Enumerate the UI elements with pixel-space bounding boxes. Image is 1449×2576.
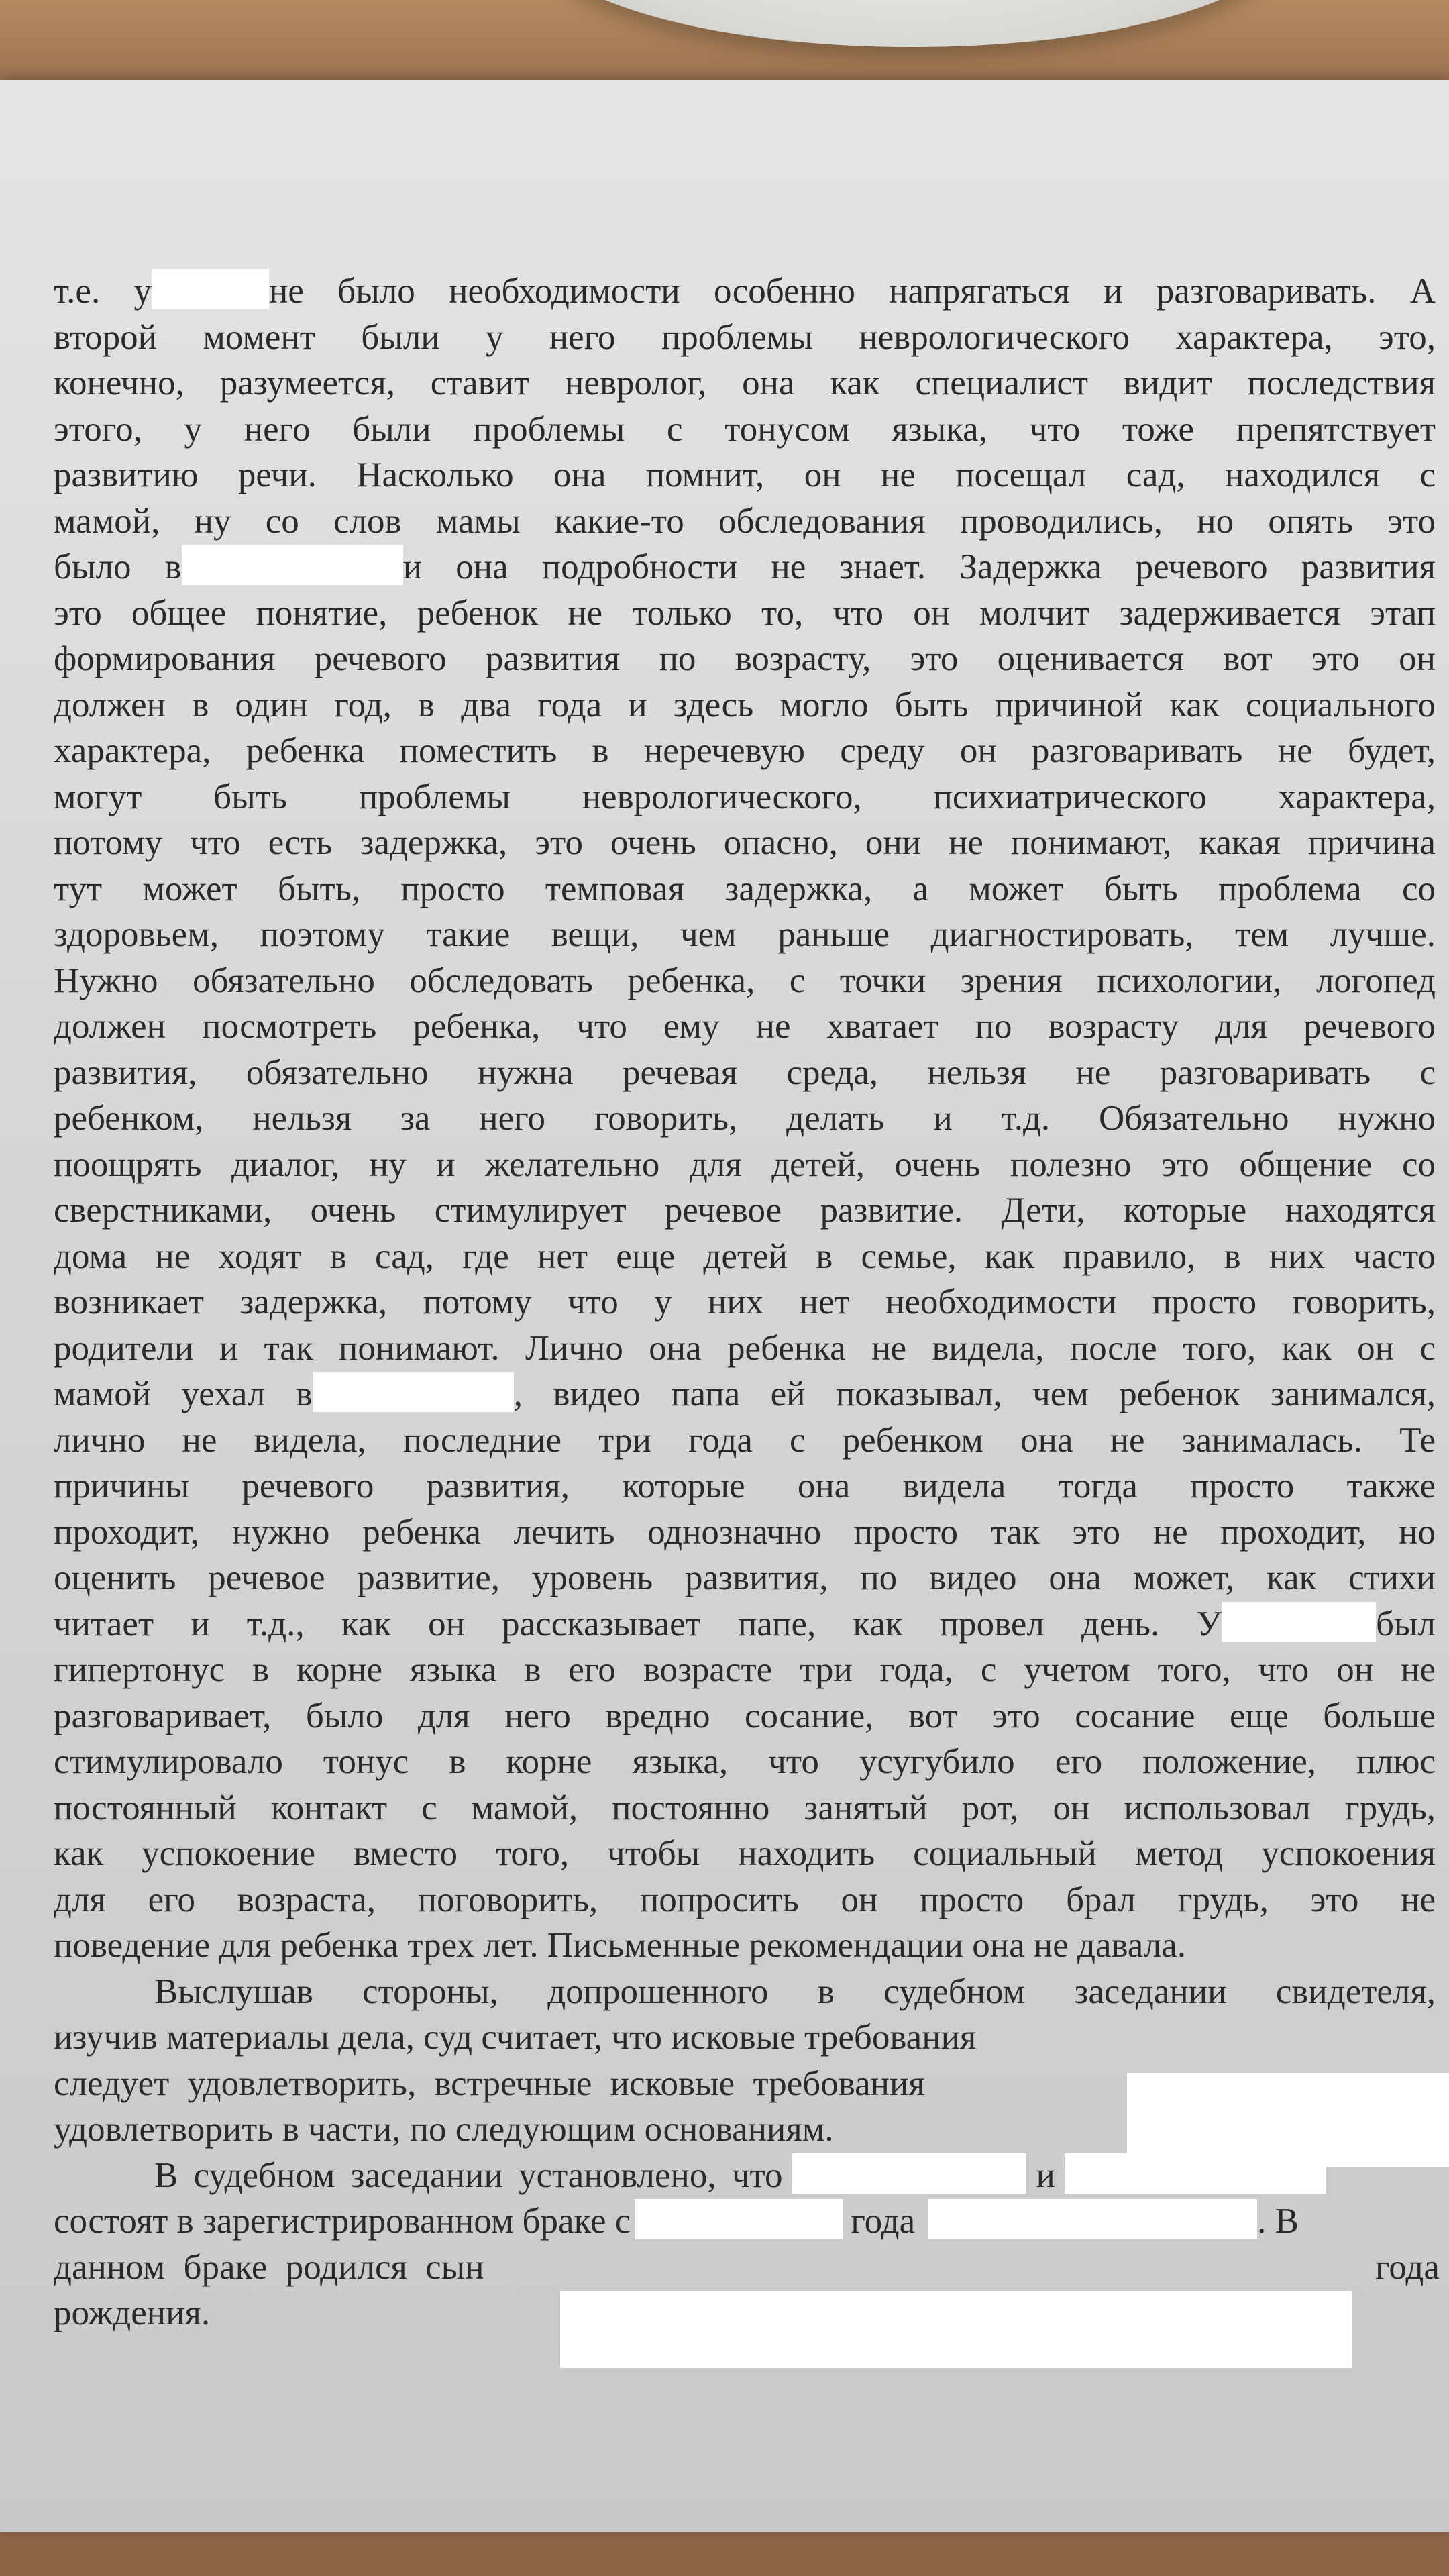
text-line: конечно, разумеется, ставит невролог, она как специалист видит последствия	[54, 364, 1436, 402]
text-line: поведение для ребенка трех лет. Письменные рекомендации она не давала.	[54, 1926, 1187, 1965]
redaction-box	[560, 2291, 1352, 2368]
text-line: мамой уехал в , видео папа ей показывал, чем ребенок занимался,	[54, 1371, 1436, 1417]
text-line: читает и т.д., как он рассказывает папе, как провел день. У был	[54, 1601, 1436, 1648]
text-line: т.е. у не было необходимости особенно напрягаться и разговаривать. А	[54, 268, 1436, 315]
text-line: рождения.	[54, 2294, 211, 2332]
text-line: разговаривает, было для него вредно сосание, вот это сосание еще больше	[54, 1696, 1436, 1735]
text-line: данном браке родился сын года	[54, 2247, 1440, 2287]
text-line: ребенком, нельзя за него говорить, делать и т.д. Обязательно нужно	[54, 1099, 1436, 1138]
document-text	[54, 268, 1440, 2337]
text-line: изучив материалы дела, суд считает, что исковые требования	[54, 2018, 977, 2057]
text-line: могут быть проблемы неврологического, психиатрического характера,	[54, 777, 1436, 816]
text-line: характера, ребенка поместить в неречевую среду он разговаривать не будет,	[54, 731, 1436, 770]
text-line: это общее понятие, ребенок не только то, что он молчит задерживается этап	[54, 593, 1436, 633]
text-line: тут может быть, просто темповая задержка, а может быть проблема со	[54, 869, 1436, 908]
text-line: второй момент были у него проблемы неврологического характера, это,	[54, 317, 1436, 357]
redaction-box	[182, 545, 403, 585]
redaction-box	[313, 1372, 514, 1412]
text-line: мамой, ну со слов мамы какие-то обследования проводились, но опять это	[54, 501, 1436, 541]
redaction-box	[1127, 2073, 1449, 2167]
text-line: гипертонус в корне языка в его возрасте три года, с учетом того, что он не	[54, 1650, 1436, 1689]
redaction-box	[152, 269, 269, 309]
text-line: этого, у него были проблемы с тонусом языка, что тоже препятствует	[54, 409, 1436, 449]
text-line: проходит, нужно ребенка лечить однозначно просто так это не проходит, но	[54, 1512, 1436, 1552]
text-line: как успокоение вместо того, чтобы находить социальный метод успокоения	[54, 1834, 1436, 1873]
text-line: потому что есть задержка, это очень опасно, они не понимают, какая причина	[54, 823, 1436, 862]
text-line: развитию речи. Насколько она помнит, он не посещал сад, находился с	[54, 455, 1436, 494]
text-line: следует удовлетворить, встречные исковые требования	[54, 2063, 925, 2103]
text-line: состоят в зарегистрированном браке с года . В	[54, 2198, 1436, 2245]
text-line: для его возраста, поговорить, попросить он просто брал грудь, это не	[54, 1880, 1436, 1919]
redaction-box	[1222, 1602, 1376, 1642]
text-line: должен посмотреть ребенка, что ему не хватает по возрасту для речевого	[54, 1007, 1436, 1046]
text-line: Нужно обязательно обследовать ребенка, с точки зрения психологии, логопед	[54, 961, 1436, 1000]
text-line: дома не ходят в сад, где нет еще детей в семье, как правило, в них часто	[54, 1236, 1436, 1276]
text-line: стимулировало тонус в корне языка, что усугубило его положение, плюс	[54, 1742, 1436, 1781]
paragraph-first-line: В судебном заседании установлено, что и	[54, 2153, 1436, 2199]
text-line: развития, обязательно нужна речевая среда, нельзя не разговаривать с	[54, 1053, 1436, 1092]
text-line: причины речевого развития, которые она видела тогда просто также	[54, 1466, 1436, 1505]
text-line: оценить речевое развитие, уровень развития, по видео она может, как стихи	[54, 1558, 1436, 1597]
text-line: возникает задержка, потому что у них нет необходимости просто говорить,	[54, 1283, 1436, 1322]
text-line: родители и так понимают. Лично она ребенка не видела, после того, как он с	[54, 1328, 1436, 1368]
text-line: постоянный контакт с мамой, постоянно занятый рот, он использовал грудь,	[54, 1788, 1436, 1827]
paragraph-first-line: Выслушав стороны, допрошенного в судебном заседании свидетеля,	[154, 1972, 1436, 2011]
text-line: здоровьем, поэтому такие вещи, чем раньше диагностировать, тем лучше.	[54, 915, 1436, 954]
text-line: лично не видела, последние три года с ребенком она не занималась. Те	[54, 1420, 1436, 1460]
text-line: формирования речевого развития по возрасту, это оценивается вот это он	[54, 639, 1436, 678]
text-line: сверстниками, очень стимулирует речевое развитие. Дети, которые находятся	[54, 1191, 1436, 1230]
redaction-box	[792, 2153, 1026, 2194]
text-line: удовлетворить в части, по следующим основаниям.	[54, 2110, 834, 2149]
redaction-box	[928, 2199, 1257, 2239]
text-line: было в и она подробности не знает. Задержка речевого развития	[54, 544, 1436, 590]
text-line: должен в один год, в два года и здесь могло быть причиной как социального	[54, 685, 1436, 724]
text-line: поощрять диалог, ну и желательно для детей, очень полезно это общение со	[54, 1144, 1436, 1184]
redaction-box	[635, 2199, 843, 2239]
